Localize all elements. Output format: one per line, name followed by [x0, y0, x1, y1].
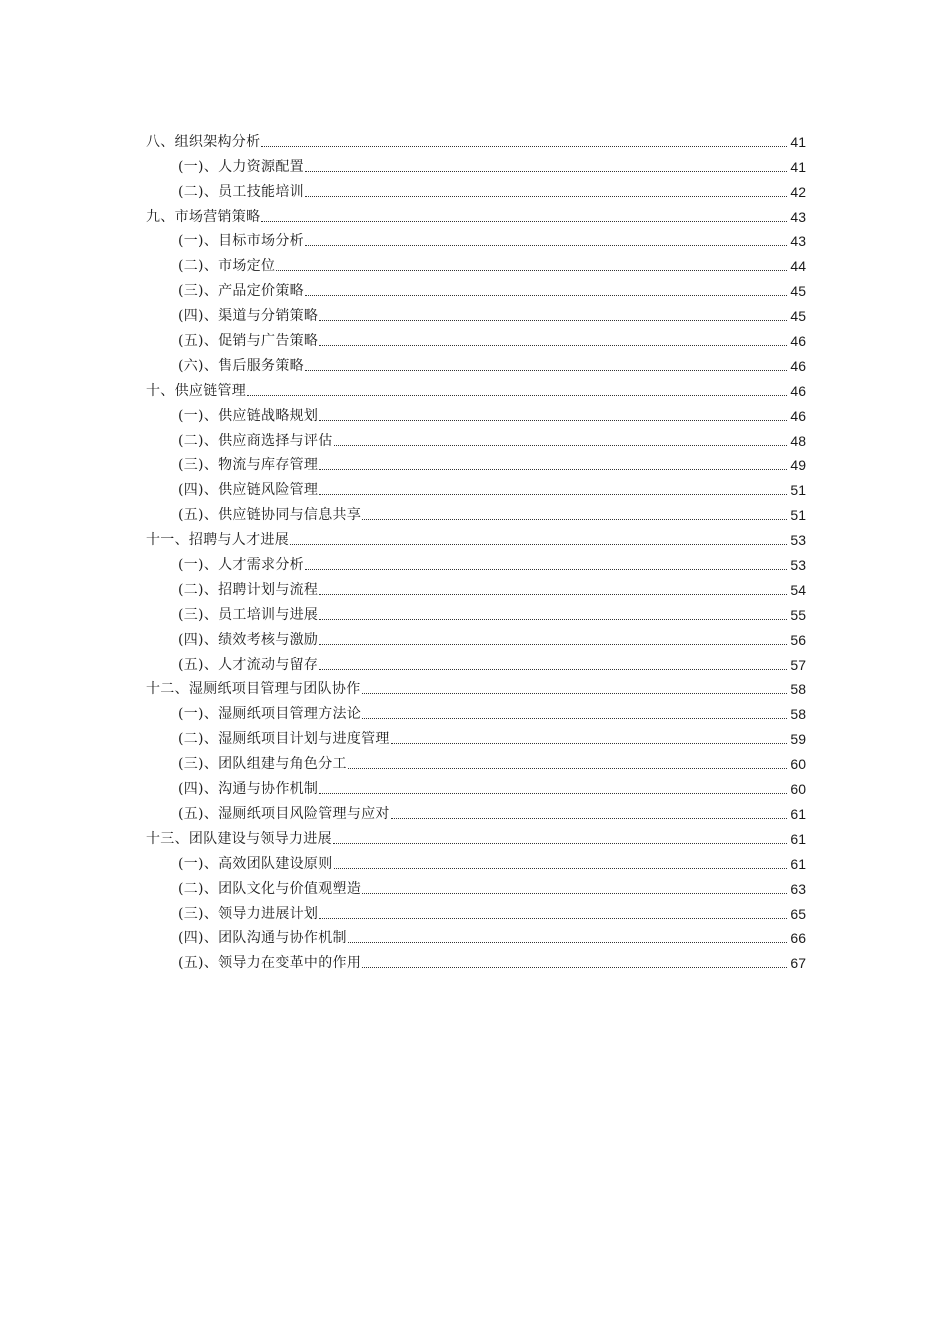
- dot-leader: [348, 758, 787, 769]
- toc-entry-title: (二)、招聘计划与流程: [178, 581, 319, 598]
- toc-section-entry[interactable]: [146, 624, 806, 649]
- toc-entry-title: (三)、物流与库存管理: [178, 457, 319, 474]
- toc-page-number: 46: [790, 382, 806, 399]
- toc-section-entry[interactable]: [146, 599, 806, 624]
- toc-section-entry[interactable]: [146, 275, 806, 300]
- dot-leader: [290, 534, 787, 545]
- toc-section-entry[interactable]: [146, 151, 806, 176]
- toc-chapter-entry[interactable]: [146, 375, 806, 400]
- toc-entry-title: (五)、湿厕纸项目风险管理与应对: [178, 805, 390, 822]
- toc-section-entry[interactable]: [146, 898, 806, 923]
- toc-page-number: 42: [790, 183, 806, 200]
- toc-page-number: 51: [790, 507, 806, 524]
- dot-leader: [319, 783, 787, 794]
- toc-section-entry[interactable]: [146, 350, 806, 375]
- toc-page-number: 41: [790, 133, 806, 150]
- toc-entry-title: 九、市场营销策略: [146, 208, 261, 225]
- toc-chapter-entry[interactable]: [146, 126, 806, 151]
- toc-page-number: 61: [790, 805, 806, 822]
- toc-section-entry[interactable]: [146, 176, 806, 201]
- dot-leader: [305, 559, 787, 570]
- toc-section-entry[interactable]: [146, 499, 806, 524]
- table-of-contents: [146, 126, 806, 972]
- toc-page-number: 58: [790, 706, 806, 723]
- toc-entry-title: (四)、绩效考核与激励: [178, 631, 319, 648]
- dot-leader: [391, 733, 787, 744]
- toc-page-number: 65: [790, 905, 806, 922]
- toc-entry-title: (二)、市场定位: [178, 258, 276, 275]
- toc-entry-title: (二)、团队文化与价值观塑造: [178, 880, 362, 897]
- dot-leader: [319, 310, 787, 321]
- toc-entry-title: (一)、人才需求分析: [178, 557, 304, 574]
- dot-leader: [247, 385, 787, 396]
- toc-page-number: 46: [790, 333, 806, 350]
- toc-chapter-entry[interactable]: [146, 823, 806, 848]
- toc-section-entry[interactable]: [146, 250, 806, 275]
- toc-page-number: 60: [790, 781, 806, 798]
- toc-section-entry[interactable]: [146, 798, 806, 823]
- toc-page-number: 48: [790, 432, 806, 449]
- toc-section-entry[interactable]: [146, 450, 806, 475]
- toc-page-number: 61: [790, 830, 806, 847]
- dot-leader: [319, 459, 787, 470]
- dot-leader: [319, 484, 787, 495]
- dot-leader: [362, 509, 787, 520]
- toc-page-number: 46: [790, 407, 806, 424]
- dot-leader: [319, 659, 787, 670]
- dot-leader: [261, 136, 787, 147]
- toc-section-entry[interactable]: [146, 773, 806, 798]
- toc-page-number: 51: [790, 482, 806, 499]
- toc-section-entry[interactable]: [146, 474, 806, 499]
- toc-chapter-entry[interactable]: [146, 201, 806, 226]
- toc-page-number: 45: [790, 283, 806, 300]
- toc-entry-title: (三)、团队组建与角色分工: [178, 756, 347, 773]
- toc-page-number: 44: [790, 258, 806, 275]
- dot-leader: [319, 584, 787, 595]
- toc-page-number: 61: [790, 855, 806, 872]
- toc-section-entry[interactable]: [146, 748, 806, 773]
- toc-chapter-entry[interactable]: [146, 524, 806, 549]
- dot-leader: [305, 186, 787, 197]
- toc-entry-title: (五)、促销与广告策略: [178, 333, 319, 350]
- toc-entry-title: (二)、供应商选择与评估: [178, 432, 333, 449]
- toc-entry-title: (一)、目标市场分析: [178, 233, 304, 250]
- dot-leader: [305, 285, 787, 296]
- toc-section-entry[interactable]: [146, 698, 806, 723]
- toc-page-number: 46: [790, 357, 806, 374]
- toc-page-number: 58: [790, 681, 806, 698]
- toc-page-number: 56: [790, 631, 806, 648]
- toc-page-number: 43: [790, 208, 806, 225]
- toc-entry-title: (五)、领导力在变革中的作用: [178, 955, 362, 972]
- toc-entry-title: (三)、产品定价策略: [178, 283, 304, 300]
- dot-leader: [319, 335, 787, 346]
- dot-leader: [334, 435, 787, 446]
- toc-entry-title: (五)、人才流动与留存: [178, 656, 319, 673]
- toc-section-entry[interactable]: [146, 723, 806, 748]
- toc-page-number: 57: [790, 656, 806, 673]
- toc-entry-title: (四)、沟通与协作机制: [178, 781, 319, 798]
- toc-section-entry[interactable]: [146, 400, 806, 425]
- toc-entry-title: 十一、招聘与人才进展: [146, 532, 289, 549]
- dot-leader: [305, 161, 787, 172]
- toc-entry-title: (三)、领导力进展计划: [178, 905, 319, 922]
- toc-entry-title: 八、组织架构分析: [146, 133, 261, 150]
- toc-page-number: 66: [790, 930, 806, 947]
- toc-page-number: 41: [790, 158, 806, 175]
- dot-leader: [334, 858, 787, 869]
- toc-section-entry[interactable]: [146, 549, 806, 574]
- toc-entry-title: (一)、人力资源配置: [178, 158, 304, 175]
- toc-entry-title: (二)、员工技能培训: [178, 183, 304, 200]
- dot-leader: [276, 260, 787, 271]
- toc-page-number: 60: [790, 756, 806, 773]
- toc-chapter-entry[interactable]: [146, 674, 806, 699]
- toc-page-number: 67: [790, 955, 806, 972]
- toc-section-entry[interactable]: [146, 649, 806, 674]
- toc-section-entry[interactable]: [146, 923, 806, 948]
- dot-leader: [362, 708, 787, 719]
- toc-entry-title: (六)、售后服务策略: [178, 357, 304, 374]
- toc-entry-title: (一)、供应链战略规划: [178, 407, 319, 424]
- dot-leader: [261, 211, 787, 222]
- toc-entry-title: (一)、高效团队建设原则: [178, 855, 333, 872]
- toc-entry-title: (五)、供应链协同与信息共享: [178, 507, 362, 524]
- toc-page-number: 63: [790, 880, 806, 897]
- toc-section-entry[interactable]: [146, 574, 806, 599]
- toc-entry-title: (四)、团队沟通与协作机制: [178, 930, 347, 947]
- toc-section-entry[interactable]: [146, 873, 806, 898]
- toc-section-entry[interactable]: [146, 325, 806, 350]
- toc-entry-title: (二)、湿厕纸项目计划与进度管理: [178, 731, 390, 748]
- dot-leader: [305, 235, 787, 246]
- dot-leader: [319, 908, 787, 919]
- dot-leader: [319, 410, 787, 421]
- toc-page-number: 59: [790, 731, 806, 748]
- toc-page-number: 49: [790, 457, 806, 474]
- dot-leader: [348, 932, 787, 943]
- toc-section-entry[interactable]: [146, 226, 806, 251]
- toc-entry-title: (一)、湿厕纸项目管理方法论: [178, 706, 362, 723]
- toc-entry-title: 十二、湿厕纸项目管理与团队协作: [146, 681, 361, 698]
- toc-section-entry[interactable]: [146, 848, 806, 873]
- toc-page-number: 53: [790, 532, 806, 549]
- toc-entry-title: 十三、团队建设与领导力进展: [146, 830, 332, 847]
- toc-page-number: 53: [790, 557, 806, 574]
- toc-entry-title: (四)、供应链风险管理: [178, 482, 319, 499]
- dot-leader: [319, 634, 787, 645]
- toc-page-number: 54: [790, 581, 806, 598]
- toc-entry-title: (三)、员工培训与进展: [178, 606, 319, 623]
- toc-entry-title: 十、供应链管理: [146, 382, 247, 399]
- dot-leader: [305, 360, 787, 371]
- toc-page-number: 55: [790, 606, 806, 623]
- toc-page-number: 43: [790, 233, 806, 250]
- dot-leader: [391, 808, 787, 819]
- toc-section-entry[interactable]: [146, 947, 806, 972]
- toc-entry-title: (四)、渠道与分销策略: [178, 308, 319, 325]
- dot-leader: [319, 609, 787, 620]
- toc-page-number: 45: [790, 308, 806, 325]
- dot-leader: [362, 683, 788, 694]
- toc-section-entry[interactable]: [146, 300, 806, 325]
- dot-leader: [362, 957, 787, 968]
- dot-leader: [362, 883, 787, 894]
- dot-leader: [333, 833, 787, 844]
- toc-section-entry[interactable]: [146, 425, 806, 450]
